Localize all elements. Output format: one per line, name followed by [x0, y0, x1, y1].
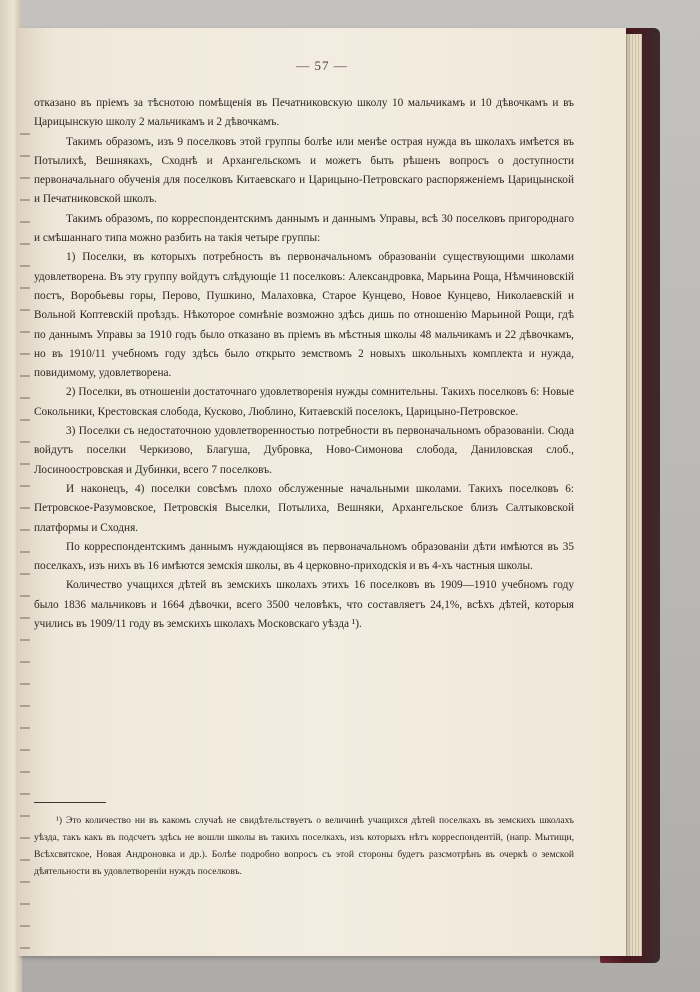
paragraph: По корреспондентскимъ даннымъ нуждающіяся въ первоначальномъ образованіи дѣти имѣются въ 35 поселкахъ, изъ нихъ въ 16 имѣются земскія школы, въ 4 церковно-приходскія и въ 4-хъ частныя школы. [34, 540, 574, 573]
paragraph-continuation: отказано въ пріемъ за тѣснотою помѣщенія въ Печатниковскую школу 10 мальчикамъ и 10 дѣвочкамъ и въ Царицынскую школу 2 мальчикамъ и 2 дѣвочкамъ. [34, 97, 574, 129]
footnote-rule [34, 802, 106, 803]
list-item-group-1: 1) Поселки, въ которыхъ потребность въ первоначальномъ образованіи существующими школами удовлетворена. Въ эту группу войдутъ слѣдующіе 11 поселковъ: Александровка, Марьина Роща, Нѣмчиновскій постъ, Воробьевы горы, Перово, Пушкино, Малаховка, Старое Кунцево, Новое Кунцево, Николаевскій и Вольной Коптевскій проѣздъ. Нѣкоторое сомнѣніе возможно здѣсь дишь по отношенію Марьиной Рощи, гдѣ по даннымъ Управы за 1910 годъ было отказано въ пріемъ въ мѣстныя школы 48 мальчикамъ и 22 дѣвочкамъ, но въ 1910/11 учебномъ году здѣсь было открыто земствомъ 2 новыхъ школьныхъ комплекта и нужда, повидимому, удовлетворена. [34, 251, 574, 380]
list-item-group-2: 2) Поселки, въ отношеніи достаточнаго удовлетворенія нужды сомнительны. Такихъ поселковъ 6: Новые Сокольники, Крестовская слобода, Кусково, Люблино, Китаевскій поселокъ, Царицыно-Петровское. [34, 386, 574, 418]
footnote: ¹) Это количество ни въ какомъ случаѣ не свидѣтельствуетъ о величинѣ учащихся дѣтей поселкахъ въ земскихъ школахъ уѣзда, такъ какъ въ подсчетъ здѣсь не вошли школы въ такихъ поселкахъ, изъ которыхъ нѣтъ корреспондентій, (напр. Мытищи, Всѣхсвятское, Новая Андроновка и др.). Болѣе подробно вопросъ съ этой стороны будетъ разсмотрѣнъ въ очеркѣ о земской дѣятельности въ удовлетвореніи нуждъ поселковъ. [34, 815, 574, 877]
paragraph: Такимъ образомъ, по корреспондентскимъ даннымъ и даннымъ Управы, всѣ 30 поселковъ пригороднаго и смѣшаннаго типа можно разбить на такія четыре группы: [34, 212, 574, 245]
paragraph: Такимъ образомъ, изъ 9 поселковъ этой группы болѣе или менѣе острая нужда въ школахъ имѣется въ Потылихѣ, Вешнякахъ, Сходнѣ и Архангельскомъ и можетъ быть рѣшенъ вопросъ о доступности первоначальнаго обученія для поселковъ Китаевскаго и Царицыно-Петровскаго распоряженіемъ Царицынской и Печатниковской школъ. [34, 135, 574, 206]
list-item-group-3: 3) Поселки съ недостаточною удовлетворенностью потребности въ первоначальномъ образованіи. Сюда войдутъ поселки Черкизово, Благуша, Дубровка, Ново-Симонова слобода, Даниловская слоб., Лосиноостровская и Дубинки, всего 7 поселковъ. [34, 425, 574, 476]
list-item-group-4: И наконецъ, 4) поселки совсѣмъ плохо обслуженные начальными школами. Такихъ поселковъ 6: Петровское-Разумовское, Петровскія Выселки, Потылиха, Вешняки, Архангельское близъ Салтыковской платформы и Сходня. [34, 482, 574, 534]
book-page [18, 28, 626, 956]
page-number: — 57 — [296, 58, 348, 73]
body-text [34, 94, 574, 634]
gutter-bleed-text [20, 123, 30, 953]
paragraph: Количество учащихся дѣтей въ земскихъ школахъ этихъ 16 поселковъ въ 1909—1910 учебномъ году было 1836 мальчиковъ и 1664 дѣвочки, всего 3500 человѣкъ, что составляетъ 24,1%, всѣхъ дѣтей, которыя учились въ 1909/11 году въ земскихъ школахъ Московскаго уѣзда ¹). [34, 579, 574, 631]
